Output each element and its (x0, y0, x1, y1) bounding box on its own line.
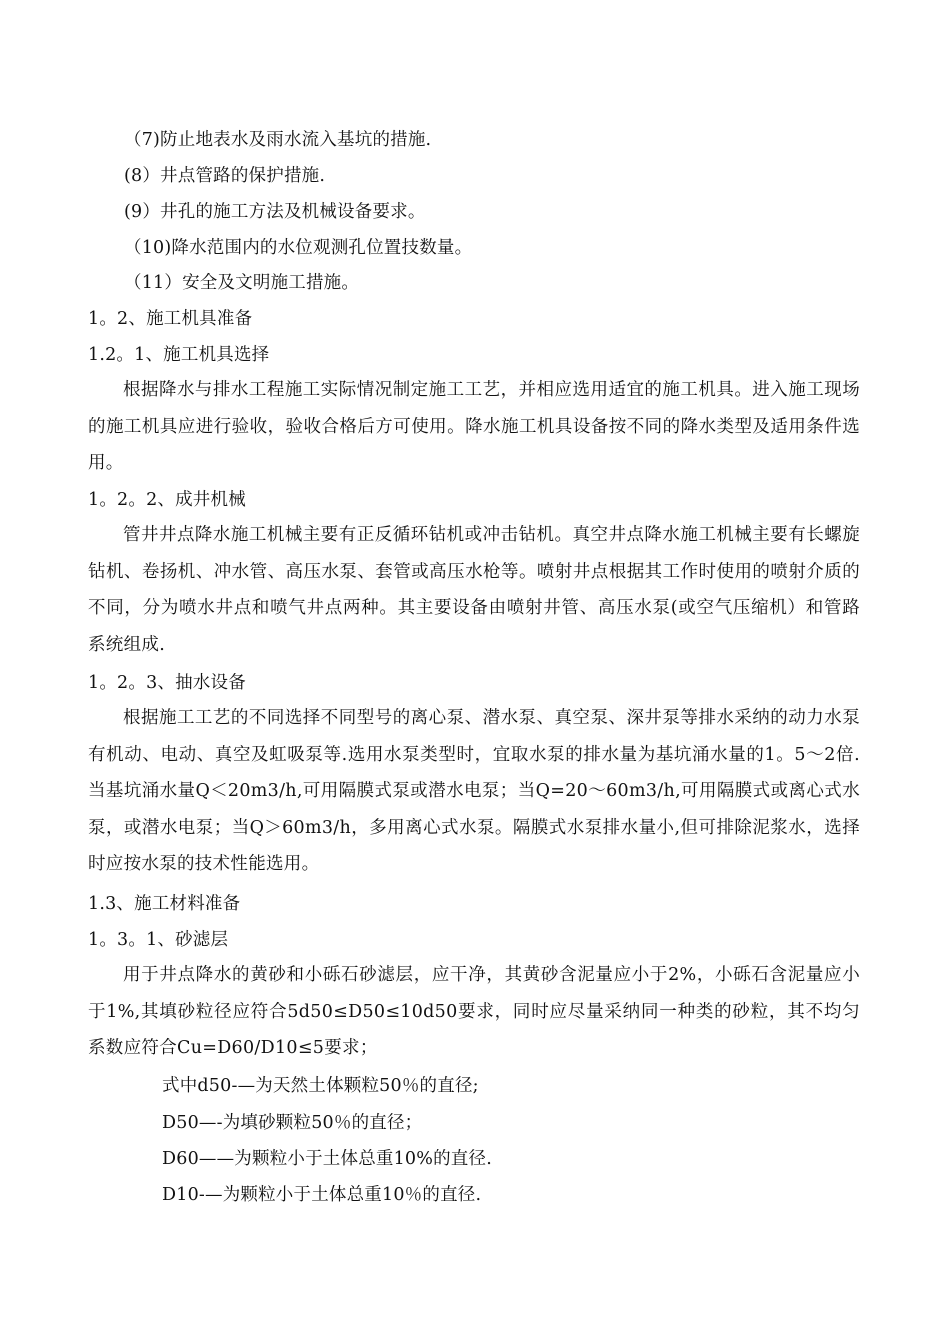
heading-1-3-1: 1。3。1、砂滤层 (88, 930, 229, 950)
paragraph-1-2-3: 根据施工工艺的不同选择不同型号的离心泵、潜水泵、真空泵、深井泵等排水采纳的动力水泵有机动、电动、真空及虹吸泵等.选用水泵类型时，宜取水泵的排水量为基坑涌水量的1。5～2倍.当基坑涌水量Q＜20m3/h,可用隔膜式泵或潜水电泵；当Q=20～60m3/h,可用隔膜式或离心式水泵，或潜水电泵；当Q＞60m3/h，多用离心式水泵。隔膜式水泵排水量小,但可排除泥浆水，选择时应按水泵的技术性能选用。 (88, 708, 860, 874)
heading-1-2-2: 1。2。2、成井机械 (88, 490, 246, 510)
paragraph-1-3-1: 用于井点降水的黄砂和小砾石砂滤层，应干净，其黄砂含泥量应小于2%，小砾石含泥量应小于1%,其填砂粒径应符合5d50≤D50≤10d50要求，同时应尽量采纳同一种类的砂粒，其不均匀系数应符合Cu=D60/D10≤5要求； (88, 965, 860, 1058)
heading-1-2: 1。2、施工机具准备 (88, 309, 253, 329)
definition-D50: D50—-为填砂颗粒50％的直径； (162, 1113, 423, 1133)
definition-D10: D10-—为颗粒小于土体总重10％的直径. (162, 1185, 482, 1205)
list-item-9: (9）井孔的施工方法及机械设备要求。 (124, 202, 426, 222)
definition-D60: D60——为颗粒小于土体总重10%的直径. (162, 1149, 492, 1169)
paragraph-1-2-2: 管井井点降水施工机械主要有正反循环钻机或冲击钻机。真空井点降水施工机械主要有长螺旋钻机、卷扬机、冲水管、高压水泵、套管或高压水枪等。喷射井点根据其工作时使用的喷射介质的不同，分为喷水井点和喷气井点两种。其主要设备由喷射井管、高压水泵(或空气压缩机）和管路系统组成. (88, 525, 860, 655)
heading-1-3: 1.3、施工材料准备 (88, 894, 241, 914)
heading-1-2-1: 1.2。1、施工机具选择 (88, 345, 270, 365)
list-item-7: （7)防止地表水及雨水流入基坑的措施. (124, 130, 432, 150)
paragraph-1-2-1: 根据降水与排水工程施工实际情况制定施工工艺，并相应选用适宜的施工机具。进入施工现场的施工机具应进行验收，验收合格后方可使用。降水施工机具设备按不同的降水类型及适用条件选用。 (88, 380, 860, 473)
list-item-11: （11）安全及文明施工措施。 (124, 273, 360, 293)
heading-1-2-3: 1。2。3、抽水设备 (88, 673, 246, 693)
list-item-10: （10)降水范围内的水位观测孔位置技数量。 (124, 238, 473, 258)
list-item-8: (8）井点管路的保护措施. (124, 166, 326, 186)
definition-d50: 式中d50-—为天然土体颗粒50％的直径; (162, 1076, 479, 1096)
